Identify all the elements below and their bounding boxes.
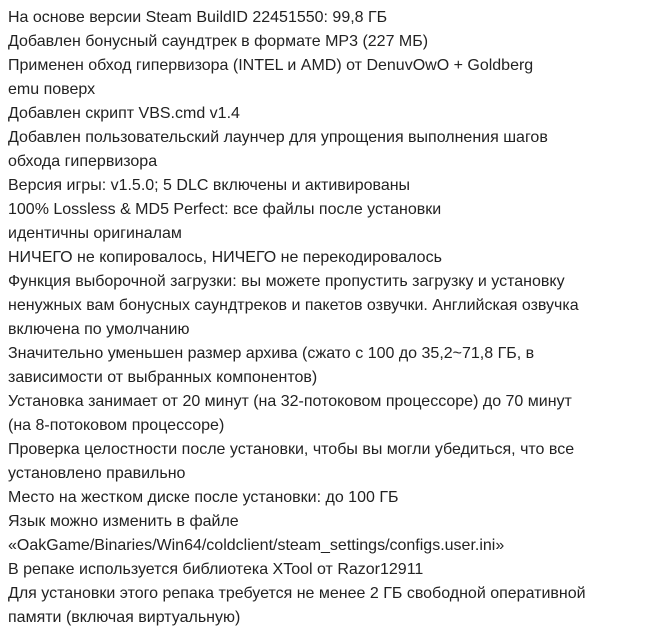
- text-line: Язык можно изменить в файле: [8, 513, 239, 530]
- text-line: включена по умолчанию: [8, 321, 190, 338]
- text-line: (на 8-потоковом процессоре): [8, 417, 225, 434]
- text-line: идентичны оригиналам: [8, 225, 182, 242]
- text-line: Функция выборочной загрузки: вы можете пропустить загрузку и установку: [8, 273, 565, 290]
- text-line: Применен обход гипервизора (INTEL и AMD) от DenuvOwO + Goldberg: [8, 57, 534, 74]
- text-line: ненужных вам бонусных саундтреков и пакетов озвучки. Английская озвучка: [8, 297, 579, 314]
- text-line: установлено правильно: [8, 465, 186, 482]
- text-line: Установка занимает от 20 минут (на 32-потоковом процессоре) до 70 минут: [8, 393, 572, 410]
- text-line: В репаке используется библиотека XTool от Razor12911: [8, 561, 424, 578]
- text-line: На основе версии Steam BuildID 22451550: 99,8 ГБ: [8, 9, 388, 26]
- text-line: «OakGame/Binaries/Win64/coldclient/steam_settings/configs.user.ini»: [8, 537, 505, 554]
- text-line: Добавлен скрипт VBS.cmd v1.4: [8, 105, 240, 122]
- text-line: Добавлен бонусный саундтрек в формате MP3 (227 МБ): [8, 33, 429, 50]
- text-line: Добавлен пользовательский лаунчер для упрощения выполнения шагов: [8, 129, 548, 146]
- text-line: 100% Lossless & MD5 Perfect: все файлы после установки: [8, 201, 442, 218]
- repack-features-text: [8, 6, 642, 630]
- text-line: Проверка целостности после установки, чтобы вы могли убедиться, что все: [8, 441, 575, 458]
- text-line: Для установки этого репака требуется не менее 2 ГБ свободной оперативной: [8, 585, 586, 602]
- text-line: НИЧЕГО не копировалось, НИЧЕГО не перекодировалось: [8, 249, 442, 266]
- text-line: обхода гипервизора: [8, 153, 158, 170]
- text-line: Место на жестком диске после установки: до 100 ГБ: [8, 489, 399, 506]
- text-line: Значительно уменьшен размер архива (сжато с 100 до 35,2~71,8 ГБ, в: [8, 345, 535, 362]
- text-line: emu поверх: [8, 81, 96, 98]
- text-line: зависимости от выбранных компонентов): [8, 369, 318, 386]
- text-line: памяти (включая виртуальную): [8, 609, 241, 626]
- text-line: Версия игры: v1.5.0; 5 DLC включены и активированы: [8, 177, 411, 194]
